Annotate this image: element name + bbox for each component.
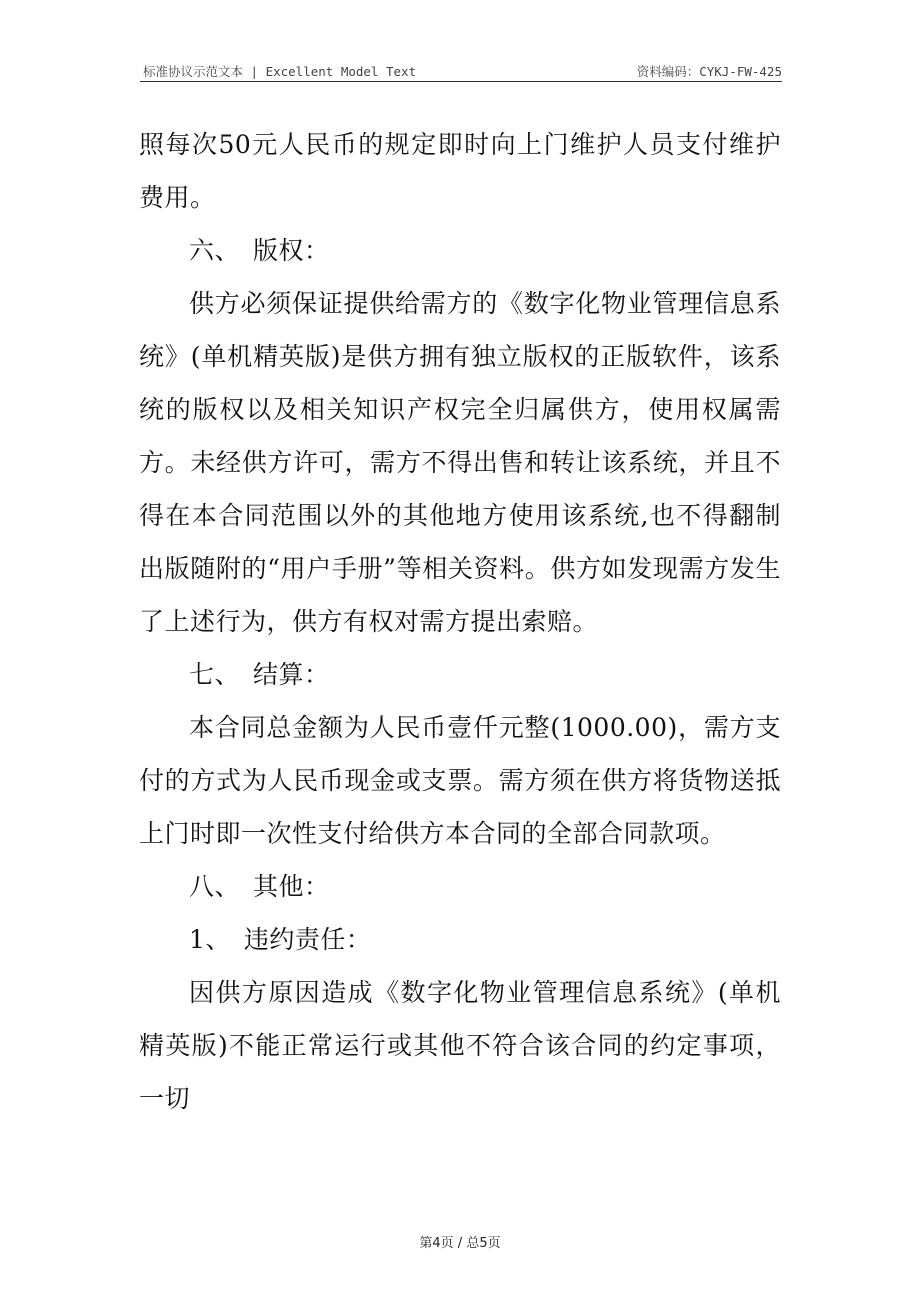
page-footer	[0, 1232, 920, 1251]
section-heading-copyright: 六、 版权：	[189, 236, 330, 265]
document-body	[139, 118, 781, 1125]
total-page-count: 5	[479, 1236, 488, 1251]
page-header	[140, 62, 782, 80]
current-page-number: 4	[432, 1236, 441, 1251]
subsection-heading-liability: 1、 违约责任：	[189, 925, 372, 954]
paragraph-settlement: 本合同总金额为人民币壹仟元整(1000.00)，需方支付的方式为人民币现金或支票。需方须在供方将货物送抵上门时即一次性支付给供方本合同的全部合同款项。	[139, 713, 781, 848]
page-separator: 页 / 总	[440, 1236, 480, 1251]
section-heading-settlement: 七、 结算：	[189, 660, 330, 689]
header-divider	[140, 81, 782, 82]
section-heading-other: 八、 其他：	[189, 872, 330, 901]
page-suffix: 页	[487, 1236, 501, 1251]
document-code: 资料编码：CYKJ-FW-425	[636, 64, 782, 79]
paragraph-copyright: 供方必须保证提供给需方的《数字化物业管理信息系统》(单机精英版)是供方拥有独立版权的正版软件，该系统的版权以及相关知识产权完全归属供方，使用权属需方。未经供方许可，需方不得出售和转让该系统，并且不得在本合同范围以外的其他地方使用该系统,也不得翻制出版随附的“用户手册”等相关资料。供方如发现需方发生了上述行为，供方有权对需方提出索赔。	[139, 289, 781, 636]
paragraph-continuation: 照每次50元人民币的规定即时向上门维护人员支付维护费用。	[139, 130, 781, 212]
page-prefix: 第	[419, 1236, 433, 1251]
paragraph-liability: 因供方原因造成《数字化物业管理信息系统》(单机精英版)不能正常运行或其他不符合该合同的约定事项，一切	[139, 978, 781, 1113]
header-title: 标准协议示范文本 | Excellent Model Text	[143, 64, 417, 79]
